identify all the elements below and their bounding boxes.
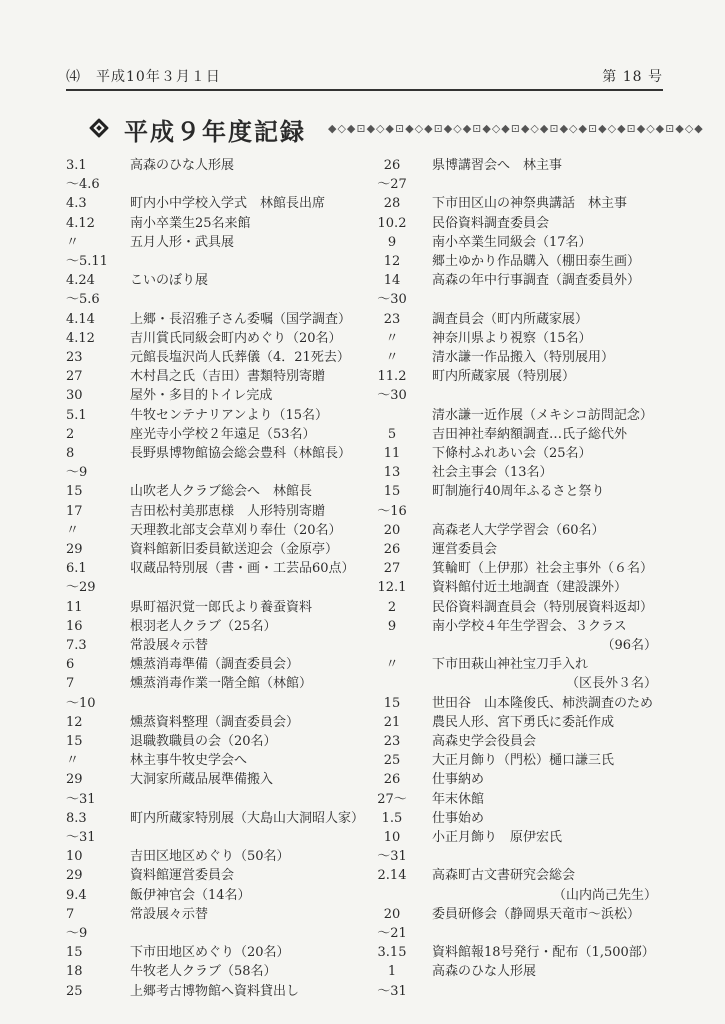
record-text: 民俗資料調査委員会 — [432, 215, 550, 231]
record-text: 燻蒸資料整理（調査委員会） — [130, 714, 300, 730]
record-date: 7 — [66, 906, 75, 922]
record-date: 30 — [66, 388, 83, 404]
record-text: 清水謙一近作展（メキシコ訪問記念） — [432, 407, 653, 423]
record-date: 11 — [66, 599, 83, 615]
record-text: 牛牧センテナリアンより（15名） — [130, 407, 329, 423]
record-date: 10 — [66, 849, 83, 865]
record-text: 仕事納め — [432, 772, 485, 788]
record-date: 15 — [383, 484, 401, 500]
record-text: 下市田区山の神祭典講話 林主事 — [432, 196, 628, 212]
record-text: 収蔵品特別展（書・画・工芸品60点） — [130, 561, 355, 577]
title-ornament: ◆◇◆⊡◆◇◆⊡◆◇◆⊡◆◇◆⊡◆◇◆⊡◆◇◆⊡◆◇◆⊡◆◇◆⊡◆◇◆⊡◆◇◆ — [328, 122, 704, 135]
record-text: 吉田神社奉納額調査…氏子総代外 — [432, 426, 628, 442]
record-text: 町内所蔵家展（特別展） — [432, 369, 576, 385]
record-date: 23 — [383, 734, 401, 749]
record-date: 16 — [66, 618, 83, 634]
record-date: ～9 — [66, 465, 88, 481]
record-text: 木村昌之氏（吉田）書類特別寄贈 — [130, 369, 326, 385]
record-date: ～5.6 — [66, 292, 100, 308]
record-date: 15 — [66, 945, 83, 961]
record-date: 10 — [383, 830, 401, 845]
record-text: 吉田区地区めぐり（50名） — [130, 849, 290, 865]
record-text: 年末休館 — [432, 791, 485, 807]
record-text: 座光寺小学校２年遠足（53名） — [130, 426, 316, 442]
record-date: 4.12 — [66, 215, 95, 231]
record-text: 郷土ゆかり作品購入（棚田泰生画） — [432, 254, 641, 269]
record-text: 五月人形・武具展 — [130, 234, 235, 250]
record-date: 5 — [387, 426, 397, 442]
record-date: 〃 — [385, 350, 399, 365]
record-text: 下市田地区めぐり（20名） — [130, 945, 290, 961]
record-date: 15 — [383, 695, 401, 711]
record-date: ～31 — [66, 830, 96, 845]
record-text: 社会主事会（13名） — [432, 465, 553, 481]
record-date: 8 — [66, 446, 75, 461]
record-date: 11 — [383, 446, 401, 461]
record-date: ～31 — [377, 983, 407, 999]
record-text: 天理教北部支会草刈り奉仕（20名） — [130, 522, 342, 538]
record-text: （山内尚己先生） — [552, 887, 657, 903]
record-text: 町内所蔵家特別展（大島山大洞昭人家） — [130, 810, 365, 826]
record-text: 吉川賞氏同級会町内めぐり（20名） — [130, 330, 342, 346]
record-date: 29 — [66, 542, 83, 557]
record-text: 山吹老人クラブ総会へ 林館長 — [130, 484, 313, 500]
record-text: 大洞家所蔵品展準備搬入 — [130, 772, 274, 788]
record-text: 運営委員会 — [432, 542, 498, 557]
record-text: 高森の年中行事調査（調査委員外） — [432, 273, 641, 289]
record-text: 燻蒸消毒作業一階全館（林館） — [130, 676, 313, 692]
record-text: 下條村ふれあい会（25名） — [432, 446, 592, 461]
record-date: 6 — [66, 657, 75, 673]
record-date: ～30 — [377, 292, 407, 308]
record-date: 1.5 — [381, 810, 403, 826]
record-date: 2.14 — [377, 868, 407, 884]
record-text: 燻蒸消毒準備（調査委員会） — [130, 657, 300, 673]
record-date: 27 — [383, 561, 401, 577]
record-date: ～16 — [377, 503, 407, 519]
record-text: 吉田松村美那恵様 人形特別寄贈 — [130, 503, 326, 519]
record-date: 12 — [383, 254, 401, 269]
record-date: 21 — [383, 714, 401, 730]
record-date: 12 — [66, 714, 83, 730]
record-date: 7 — [66, 676, 75, 692]
record-date: 2 — [387, 599, 397, 615]
record-text: 農民人形、宮下勇氏に委託作成 — [432, 714, 615, 730]
record-date: 12.1 — [377, 580, 407, 596]
record-date: 29 — [66, 772, 83, 788]
record-date: 5.1 — [66, 407, 87, 423]
record-date: ～5.11 — [66, 254, 108, 269]
record-text: 資料館運営委員会 — [130, 868, 235, 884]
record-date: 23 — [383, 311, 401, 327]
record-text: 仕事始め — [432, 810, 485, 826]
record-date: 7.3 — [66, 638, 87, 653]
record-date: 18 — [66, 964, 83, 980]
record-date: 26 — [383, 542, 401, 557]
record-text: 委員研修会（静岡県天竜市～浜松） — [432, 906, 641, 922]
record-text: 飯伊神官会（14名） — [130, 887, 251, 903]
record-text: 常設展々示替 — [130, 638, 209, 653]
record-text: 牛牧老人クラブ（58名） — [130, 964, 277, 980]
record-text: 資料館付近土地調査（建設課外） — [432, 580, 628, 596]
record-text: 大正月飾り（門松）樋口謙三氏 — [432, 753, 615, 769]
record-text: 南小卒業生25名来館 — [130, 215, 251, 231]
record-date: ～10 — [66, 695, 96, 711]
record-date: 10.2 — [377, 215, 407, 231]
record-date: ～27 — [377, 177, 407, 193]
record-text: 長野県博物館協会総会豊科（林館長） — [130, 446, 352, 461]
record-date: 9 — [387, 234, 397, 250]
record-date: 29 — [66, 868, 83, 884]
record-date: 6.1 — [66, 561, 87, 577]
record-date: ～29 — [66, 580, 96, 596]
record-date: 13 — [383, 465, 401, 481]
record-text: 民俗資料調査員会（特別展資料返却） — [432, 599, 654, 615]
record-text: 常設展々示替 — [130, 906, 209, 922]
record-date: 〃 — [66, 234, 80, 250]
record-date: 26 — [383, 772, 401, 788]
record-text: （96名） — [601, 638, 657, 653]
record-date: 20 — [383, 522, 401, 538]
record-text: 南小学校４年生学習会、３クラス — [432, 618, 627, 634]
record-date: 26 — [383, 158, 401, 173]
right-record-row — [0, 981, 725, 1003]
record-text: 上郷・長沼雅子さん委嘱（国学調査） — [130, 311, 352, 327]
record-date: ～4.6 — [66, 177, 100, 193]
record-date: 2 — [66, 426, 75, 442]
record-date: ～31 — [377, 849, 407, 865]
record-text: 高森のひな人形展 — [432, 964, 537, 980]
record-date: 15 — [66, 484, 83, 500]
record-text: 高森老人大学学習会（60名） — [432, 522, 605, 538]
record-date: 〃 — [66, 753, 80, 769]
record-date: 4.24 — [66, 273, 95, 289]
record-date: ～21 — [377, 926, 407, 941]
record-text: 南小卒業生同級会（17名） — [432, 234, 592, 250]
record-date: 〃 — [385, 330, 399, 346]
record-text: 資料館報18号発行・配布（1,500部） — [432, 945, 655, 961]
record-text: 下市田萩山神社宝刀手入れ — [432, 657, 589, 673]
record-date: ～31 — [66, 791, 96, 807]
record-date: 3.15 — [377, 945, 407, 961]
record-text: 調査員会（町内所蔵家展） — [432, 311, 589, 327]
record-date: 20 — [383, 906, 401, 922]
issue-number: 第 18 号 — [602, 69, 663, 85]
record-text: 元館長塩沢尚人氏葬儀（4．21死去） — [130, 350, 350, 365]
record-text: 県町福沢覚一郎氏より養蚕資料 — [130, 599, 313, 615]
record-date: 9.4 — [66, 887, 87, 903]
record-text: 高森史学会役員会 — [432, 734, 537, 749]
record-date: 4.12 — [66, 330, 95, 346]
record-text: 神奈川県より視察（15名） — [432, 330, 592, 346]
record-date: 27 — [66, 369, 83, 385]
record-text: 退職教職員の会（20名） — [130, 734, 277, 749]
record-date: ～9 — [66, 926, 88, 941]
record-text: 林主事牛牧史学会へ — [130, 753, 248, 769]
record-date: 25 — [66, 983, 83, 999]
record-date: 17 — [66, 503, 83, 519]
record-text: 県博講習会へ 林主事 — [432, 158, 563, 173]
record-date: ～30 — [377, 388, 407, 404]
record-text: 高森町古文書研究会総会 — [432, 868, 576, 884]
record-date: 14 — [383, 273, 401, 289]
record-date: 15 — [66, 734, 83, 749]
record-text: 屋外・多目的トイレ完成 — [130, 388, 273, 404]
record-text: 清水謙一作品搬入（特別展用） — [432, 350, 615, 365]
record-date: 8.3 — [66, 810, 87, 826]
record-text: 資料館新旧委員歓送迎会（金原亭） — [130, 542, 339, 557]
record-text: 世田谷 山本隆俊氏、柿渋調査のため — [432, 695, 654, 711]
record-date: 3.1 — [66, 158, 87, 173]
record-date: 27～ — [377, 791, 407, 807]
record-date: 〃 — [385, 657, 399, 673]
record-date: 11.2 — [377, 369, 407, 385]
issue-date: ⑷ 平成10年３月１日 — [66, 69, 221, 85]
record-text: 町内小中学校入学式 林館長出席 — [130, 196, 326, 212]
record-date: 4.3 — [66, 196, 87, 212]
record-text: 根羽老人クラブ（25名） — [130, 618, 277, 634]
record-date: 1 — [387, 964, 397, 980]
record-text: 箕輪町（上伊那）社会主事外（６名） — [432, 561, 654, 577]
record-text: （区長外３名） — [565, 676, 657, 692]
record-text: 町制施行40周年ふるさと祭り — [432, 484, 605, 500]
record-text: こいのぼり展 — [130, 273, 209, 289]
record-text: 上郷考古博物館へ資料貸出し — [130, 983, 300, 999]
record-date: 〃 — [66, 522, 80, 538]
record-date: 25 — [383, 753, 401, 769]
record-text: 高森のひな人形展 — [130, 158, 235, 173]
record-date: 23 — [66, 350, 83, 365]
record-text: 小正月飾り 原伊宏氏 — [432, 830, 563, 845]
section-title: 平成９年度記録 — [124, 117, 306, 146]
record-date: 28 — [383, 196, 401, 212]
record-date: 9 — [387, 618, 397, 634]
record-date: 4.14 — [66, 311, 95, 327]
